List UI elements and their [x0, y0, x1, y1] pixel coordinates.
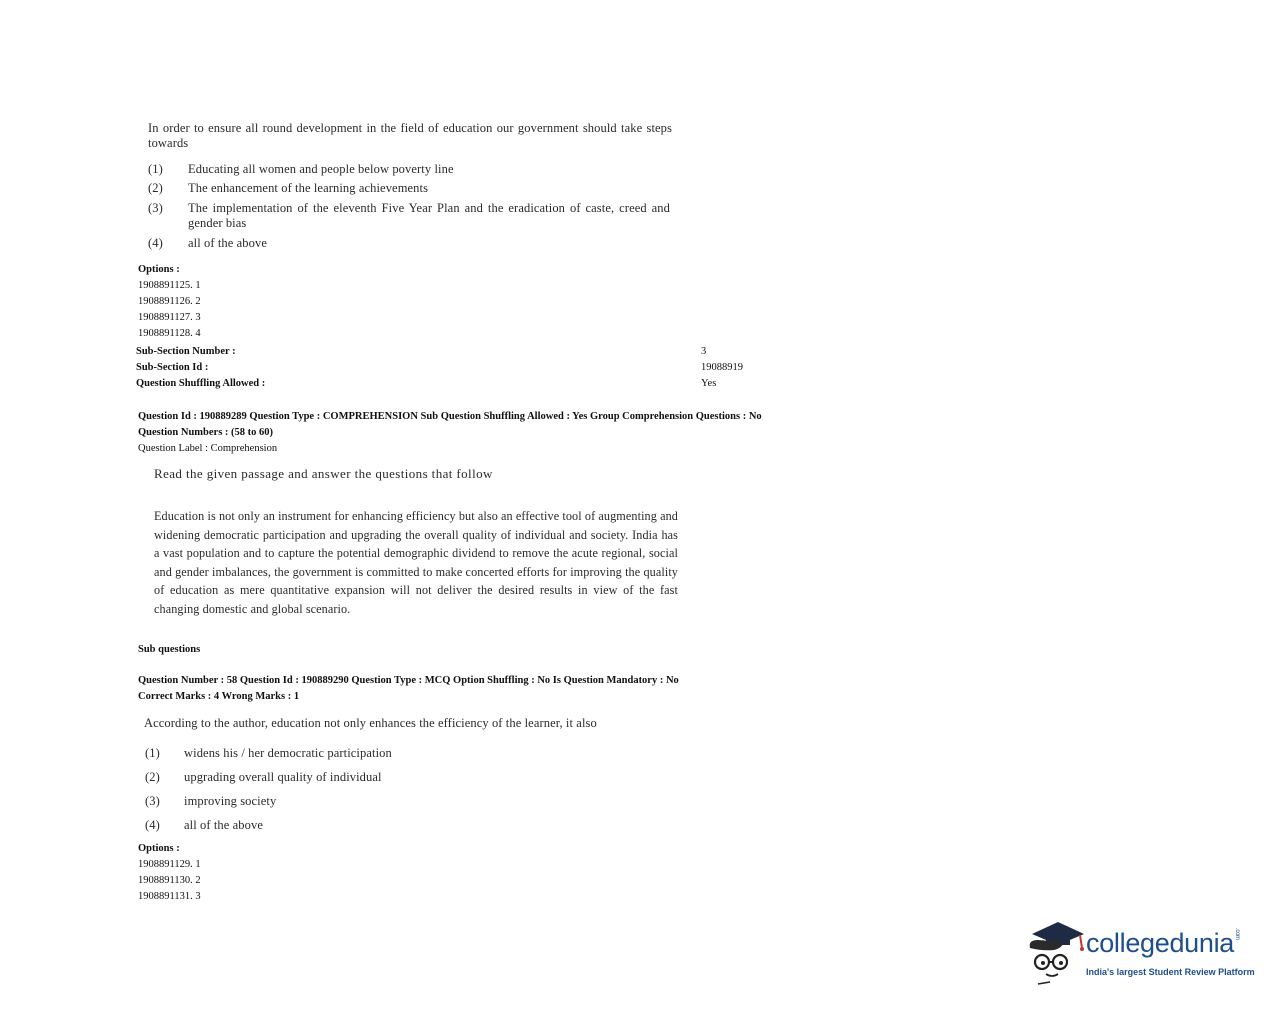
q58-option-2: 1908891130. 2 — [138, 875, 201, 886]
question-shuffling-label: Question Shuffling Allowed : — [136, 378, 266, 389]
q58-header: Question Number : 58 Question Id : 190889290 Question Type : MCQ Option Shuffling : No Is Question Mandatory : No — [138, 675, 679, 686]
q58-stem: According to the author, education not only enhances the efficiency of the learner, it also — [144, 716, 597, 730]
q57-option-2: 1908891126. 2 — [138, 296, 201, 307]
q58-choice-2: (2) upgrading overall quality of individual — [145, 770, 382, 784]
q57-options-label: Options : — [138, 264, 180, 275]
subsection-id-label: Sub-Section Id : — [136, 362, 209, 373]
q57-choice-3: (3) The implementation of the eleventh Five Year Plan and the eradication of caste, creed and gender bias — [148, 201, 670, 230]
sub-questions-label: Sub questions — [138, 644, 201, 655]
q57-choice-1: (1) Educating all women and people below poverty line — [148, 162, 454, 176]
q58-marks: Correct Marks : 4 Wrong Marks : 1 — [138, 691, 300, 702]
q58-choice-1: (1) widens his / her democratic participation — [145, 746, 392, 760]
comprehension-passage: Education is not only an instrument for enhancing efficiency but also an effective tool of augmenting and widening democratic participation and upgrading the overall quality of individual and society. India has a vast population and to capture the potential demographic dividend to remove the acute regional, social and gender imbalances, the government is committed to make concerted efforts for improving the quality of education as mere quantitative expansion will not deliver the desired results in view of the fast changing domestic and global scenario. — [154, 509, 678, 616]
q57-choice-2: (2) The enhancement of the learning achievements — [148, 181, 429, 195]
subsection-number-value: 3 — [701, 346, 707, 357]
comprehension-question-numbers: Question Numbers : (58 to 60) — [138, 427, 274, 438]
q58-choice-3: (3) improving society — [145, 794, 277, 808]
subsection-id-value: 19088919 — [701, 362, 743, 373]
question-shuffling-value: Yes — [701, 378, 717, 389]
q58-option-1: 1908891129. 1 — [138, 859, 201, 870]
comprehension-instruction: Read the given passage and answer the questions that follow — [154, 466, 493, 481]
brand-wordmark: collegedunia.com — [1086, 928, 1241, 958]
q58-option-3: 1908891131. 3 — [138, 891, 201, 902]
comprehension-label: Question Label : Comprehension — [138, 443, 278, 454]
q57-choice-4: (4) all of the above — [148, 236, 267, 250]
q58-choice-4: (4) all of the above — [145, 818, 263, 832]
q57-option-3: 1908891127. 3 — [138, 312, 201, 323]
q57-option-1: 1908891125. 1 — [138, 280, 201, 291]
comprehension-header: Question Id : 190889289 Question Type : COMPREHENSION Sub Question Shuffling Allowed : Yes Group Comprehension Questions : No — [138, 411, 762, 422]
q57-stem: In order to ensure all round development in the field of education our government should take steps towards — [148, 121, 672, 150]
q58-options-label: Options : — [138, 843, 180, 854]
graduate-mascot-icon — [1024, 918, 1086, 986]
q57-option-4: 1908891128. 4 — [138, 328, 201, 339]
collegedunia-watermark — [1024, 918, 1264, 990]
subsection-number-label: Sub-Section Number : — [136, 346, 236, 357]
brand-tld: .com — [1234, 928, 1241, 940]
brand-tagline: India's largest Student Review Platform — [1086, 967, 1255, 977]
